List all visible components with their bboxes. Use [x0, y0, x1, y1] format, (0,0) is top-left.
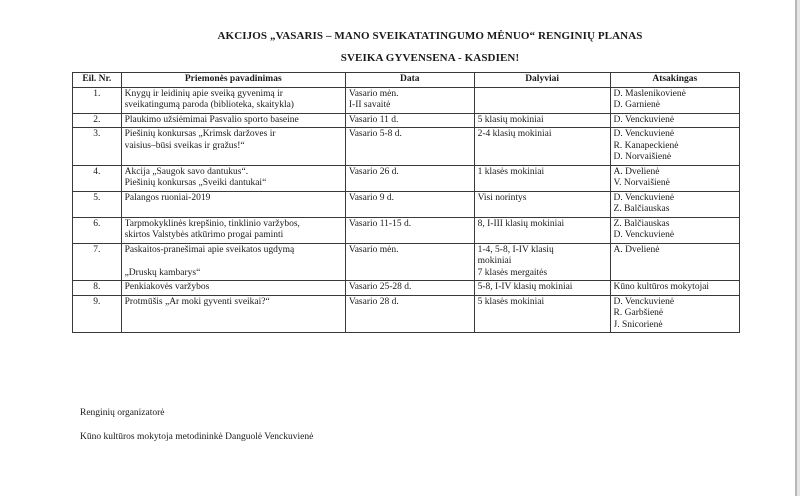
cell-responsible-line: Z. Balčiauskas: [613, 204, 670, 214]
cell-responsible-line: Z. Balčiauskas: [613, 218, 670, 229]
cell-responsible: [610, 165, 739, 191]
cell-participants-line: 8, I-III klasių mokiniai: [477, 218, 565, 229]
cell-responsible-line: D. Venckuvienė: [613, 192, 675, 203]
cell-name: [121, 87, 345, 113]
cell-participants-line: mokiniai: [477, 256, 512, 266]
table-header-row: [73, 73, 740, 88]
cell-date: [345, 243, 474, 281]
cell-responsible-line: R. Kanapeckienė: [613, 140, 679, 151]
cell-date: [345, 281, 474, 296]
cell-name: [121, 165, 345, 191]
header-participants: Dalyviai: [474, 73, 610, 88]
cell-participants-line: 1-4, 5-8, I-IV klasių: [477, 244, 554, 255]
cell-responsible-line: J. Snicorienė: [613, 319, 663, 330]
organizer-label: Renginių organizatorė: [80, 408, 165, 418]
cell-name-line: sveikatingumą paroda (biblioteka, skaitykla): [124, 100, 294, 110]
cell-participants: [474, 128, 610, 166]
cell-nr: 7.: [73, 243, 122, 281]
cell-participants: [474, 281, 610, 296]
cell-participants-line: 5 klasių mokiniai: [477, 114, 544, 125]
cell-participants-line: 5 klasės mokiniai: [477, 296, 545, 307]
cell-nr: 6.: [73, 217, 122, 243]
cell-nr: 4.: [73, 165, 122, 191]
cell-nr: 8.: [73, 281, 122, 296]
cell-nr: 9.: [73, 295, 122, 333]
cell-nr: 3.: [73, 128, 122, 166]
table-row: [73, 217, 740, 243]
cell-participants-line: 5-8, I-IV klasių mokiniai: [477, 282, 573, 292]
cell-name-line: Piešinių konkursas „Krimsk daržoves ir: [124, 129, 276, 139]
cell-responsible: [610, 243, 739, 281]
cell-responsible-line: D. Venckuvienė: [613, 230, 675, 240]
cell-name-line: „Druskų kambarys“: [124, 267, 201, 278]
cell-nr: 5.: [73, 191, 122, 217]
header-responsible: Atsakingas: [610, 73, 739, 88]
cell-name: [121, 243, 345, 281]
cell-date: [345, 217, 474, 243]
cell-date-line: Vasario 11 d.: [348, 114, 399, 125]
cell-name-line: [125, 256, 342, 268]
cell-responsible: [610, 191, 739, 217]
cell-date-line: Vasario 26 d.: [348, 166, 399, 177]
cell-date-line: Vasario 11-15 d.: [348, 218, 412, 229]
cell-name-line: Piešinių konkursas „Sveiki dantukai“: [124, 178, 267, 188]
table-row: [73, 87, 740, 113]
cell-date-line: I-II savaitė: [348, 100, 391, 110]
cell-participants: [474, 165, 610, 191]
header-date: Data: [345, 73, 474, 88]
cell-participants-line: Visi norintys: [477, 192, 527, 203]
header-name: Priemonės pavadinimas: [121, 73, 345, 88]
cell-name-line: Penkiakovės varžybos: [124, 282, 210, 292]
cell-date-line: Vasario 25-28 d.: [348, 282, 412, 292]
cell-date-line: Vasario mėn.: [348, 244, 399, 255]
cell-date: [345, 165, 474, 191]
cell-participants: [474, 243, 610, 281]
table-row: [73, 128, 740, 166]
cell-responsible-line: V. Norvaišienė: [613, 178, 670, 188]
cell-name: [121, 295, 345, 333]
cell-responsible-line: D. Venckuvienė: [613, 129, 675, 139]
cell-name-line: Tarpmokyklinės krepšinio, tinklinio varžybos,: [124, 218, 300, 229]
cell-responsible-line: Kūno kultūros mokytojai: [613, 282, 710, 292]
cell-date-line: Vasario 5-8 d.: [348, 129, 402, 139]
cell-responsible-line: D. Venckuvienė: [613, 296, 675, 307]
cell-participants: [474, 191, 610, 217]
table-row: [73, 113, 740, 128]
cell-name: [121, 217, 345, 243]
cell-responsible: [610, 281, 739, 296]
organizer-name: Kūno kultūros mokytoja metodininkė Danguolė Venckuvienė: [80, 432, 314, 442]
cell-responsible-line: D. Garnienė: [613, 100, 660, 110]
cell-responsible-line: D. Norvaišienė: [613, 152, 672, 162]
cell-name-line: Akcija „Saugok savo dantukus“.: [124, 166, 249, 177]
cell-date: [345, 87, 474, 113]
cell-participants-line: [478, 89, 607, 101]
table-row: [73, 243, 740, 281]
cell-name-line: Knygų ir leidinių apie sveiką gyvenimą ir: [124, 88, 283, 99]
cell-name-line: Paskaitos-pranešimai apie sveikatos ugdymą: [124, 244, 295, 255]
events-table: [72, 72, 740, 333]
cell-date: [345, 191, 474, 217]
cell-date-line: Vasario mėn.: [348, 88, 399, 99]
cell-responsible-line: A. Dvelienė: [613, 244, 660, 255]
cell-responsible-line: A. Dvelienė: [613, 166, 660, 177]
document-subtitle: SVEIKA GYVENSENA - KASDIEN!: [340, 52, 520, 64]
cell-responsible: [610, 128, 739, 166]
cell-participants: [474, 217, 610, 243]
cell-participants-line: 2-4 klasių mokiniai: [477, 129, 552, 139]
table-row: [73, 281, 740, 296]
cell-name-line: Plaukimo užsiėmimai Pasvalio sporto baseine: [124, 114, 299, 125]
table-row: [73, 191, 740, 217]
cell-name-line: skirtos Valstybės atkūrimo progai paminti: [124, 230, 284, 240]
cell-name-line: Protmūšis „Ar moki gyventi sveikai?“: [124, 296, 270, 307]
cell-name: [121, 113, 345, 128]
document-title: AKCIJOS „VASARIS – MANO SVEIKATATINGUMO MĖNUO“ RENGINIŲ PLANAS: [217, 30, 643, 42]
cell-name-line: vaisius–būsi sveikas ir gražus!“: [124, 140, 245, 151]
cell-name: [121, 128, 345, 166]
cell-date: [345, 113, 474, 128]
cell-date: [345, 128, 474, 166]
table-row: [73, 165, 740, 191]
cell-responsible-line: D. Maslenikovienė: [613, 88, 686, 99]
cell-name: [121, 281, 345, 296]
cell-responsible: [610, 217, 739, 243]
cell-date-line: Vasario 28 d.: [348, 296, 399, 307]
cell-date: [345, 295, 474, 333]
cell-nr: 2.: [73, 113, 122, 128]
cell-responsible-line: R. Garbšienė: [613, 308, 664, 318]
table-row: [73, 295, 740, 333]
cell-date-line: Vasario 9 d.: [348, 192, 395, 203]
cell-participants: [474, 87, 610, 113]
cell-nr: 1.: [73, 87, 122, 113]
cell-responsible: [610, 87, 739, 113]
cell-participants-line: 1 klasės mokiniai: [477, 166, 545, 177]
cell-participants: [474, 295, 610, 333]
cell-participants-line: 7 klasės mergaitės: [477, 267, 548, 278]
cell-responsible: [610, 113, 739, 128]
cell-participants: [474, 113, 610, 128]
cell-name-line: Palangos ruoniai-2019: [124, 192, 211, 203]
cell-name: [121, 191, 345, 217]
cell-responsible-line: D. Venckuvienė: [613, 114, 675, 125]
header-nr: Eil. Nr.: [73, 73, 122, 88]
cell-responsible: [610, 295, 739, 333]
